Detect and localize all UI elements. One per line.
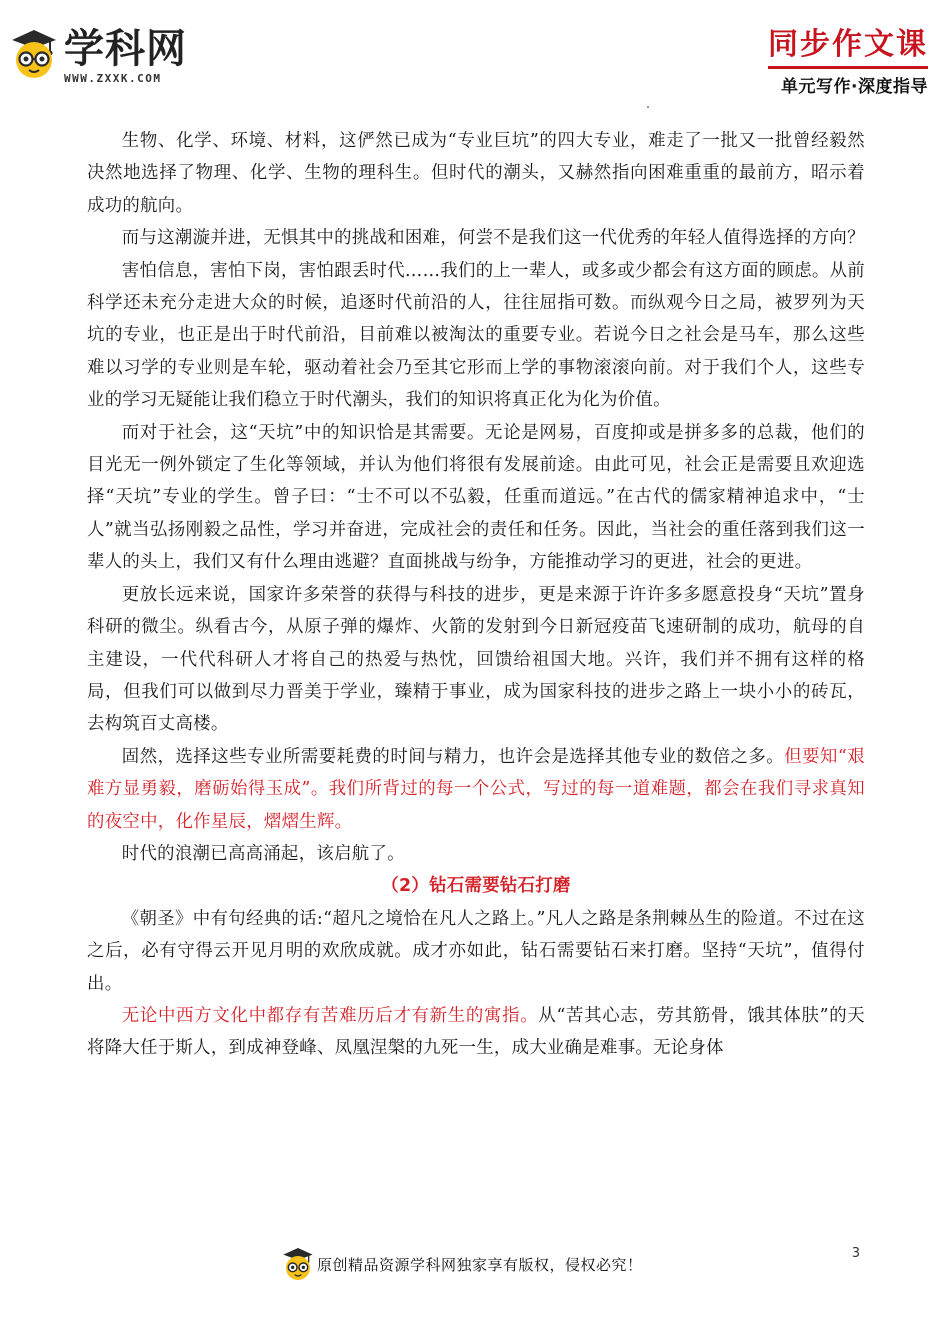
paragraph-3: 害怕信息，害怕下岗，害怕跟丢时代……我们的上一辈人，或多或少都会有这方面的顾虑。从前科学还未充分走进大众的时候，追逐时代前沿的人，往往屈指可数。而纵观今日之局，被罗列为天坑的专业，也正是出于时代前沿，目前难以被淘汰的重要专业。若说今日之社会是马车，那么这些难以习学的专业则是车轮，驱动着社会乃至其它形而上学的事物滚滚向前。对于我们个人，这些专业的学习无疑能让我们稳立于时代潮头，我们的知识将真正化为化为价值。 bbox=[87, 260, 865, 411]
logo-text: 学科网 bbox=[64, 26, 187, 72]
paragraph-2: 而与这潮漩并进，无惧其中的挑战和困难，何尝不是我们这一代优秀的年轻人值得选择的方向？ bbox=[121, 228, 865, 249]
paragraph-9 bbox=[87, 1000, 865, 1065]
paragraph-8: 《朝圣》中有句经典的话:“超凡之境恰在凡人之路上。”凡人之路是条荆棘丛生的险道。不过在这之后，必有守得云开见月明的欢欣成就。成才亦如此，钻石需要钻石来打磨。坚持“天坑”，值得付出。 bbox=[87, 908, 865, 994]
owl-mascot-icon bbox=[282, 1246, 314, 1282]
paragraph-7: 时代的浪潮已高高涌起，该启航了。 bbox=[121, 843, 405, 864]
page-header bbox=[0, 0, 950, 100]
article-body bbox=[87, 125, 865, 1065]
brand-title: 同步作文课 bbox=[768, 27, 928, 62]
paragraph-5: 更放长远来说，国家许多荣誉的获得与科技的进步，更是来源于许许多多愿意投身“天坑”置身科研的微尘。纵看古今，从原子弹的爆炸、火箭的发射到今日新冠疫苗飞速研制的成功，航母的自主建设，一代代科研人才将自己的热爱与热忱，回馈给祖国大地。兴许，我们并不拥有这样的格局，但我们可以做到尽力晋美于学业，臻精于事业，成为国家科技的进步之路上一块小小的砖瓦，去构筑百丈高楼。 bbox=[87, 584, 865, 735]
brand-subtitle: 单元写作·深度指导 bbox=[781, 77, 928, 97]
paragraph-9-text: 从“苦其心志，劳其筋骨，饿其体肤”的天将降大任于斯人，到成神登峰、凤凰涅槃的九死一生，成大业确是难事。无论身体 bbox=[87, 1005, 865, 1059]
paragraph-9-highlight: 无论中西方文化中都存有苦难历后才有新生的寓指。 bbox=[121, 1005, 539, 1026]
copyright-text: 原创精品资源学科网独家享有版权，侵权必究！ bbox=[317, 1255, 643, 1274]
zxxk-logo[interactable] bbox=[10, 28, 187, 85]
paragraph-6-text: 固然，选择这些专业所需要耗费的时间与精力，也许会是选择其他专业的数倍之多。 bbox=[121, 746, 785, 767]
paragraph-4: 而对于社会，这“天坑”中的知识恰是其需要。无论是网易，百度抑或是拼多多的总裁，他们的目光无一例外锁定了生化等领域，并认为他们将很有发展前途。由此可见，社会正是需要且欢迎选择“天坑”专业的学生。曾子曰：“士不可以不弘毅，任重而道远。”在古代的儒家精神追求中，“士人”就当弘扬刚毅之品性，学习并奋进，完成社会的责任和任务。因此，当社会的重任落到我们这一辈人的头上，我们又有什么理由逃避？直面挑战与纷争，方能推动学习的更进，社会的更进。 bbox=[87, 422, 865, 573]
paragraph-6-highlight: 但要知“艰难方显勇毅，磨砺始得玉成”。我们所背过的每一个公式，写过的每一道难题，都会在我们寻求真知的夜空中，化作星辰，熠熠生辉。 bbox=[87, 746, 865, 832]
logo-url: WWW.ZXXK.COM bbox=[64, 72, 162, 85]
footer-copyright bbox=[282, 1246, 643, 1282]
page-footer bbox=[0, 1242, 950, 1302]
section-heading: （2）钻石需要钻石打磨 bbox=[381, 876, 571, 897]
page-number: 3 bbox=[851, 1246, 860, 1261]
decorative-dot bbox=[647, 106, 649, 108]
paragraph-1: 生物、化学、环境、材料，这俨然已成为“专业巨坑”的四大专业，难走了一批又一批曾经毅然决然地选择了物理、化学、生物的理科生。但时代的潮头，又赫然指向困难重重的最前方，昭示着成功的航向。 bbox=[87, 131, 865, 216]
course-brand bbox=[768, 26, 928, 97]
owl-mascot-icon bbox=[10, 28, 58, 80]
brand-divider bbox=[768, 66, 928, 69]
paragraph-6 bbox=[87, 741, 865, 838]
